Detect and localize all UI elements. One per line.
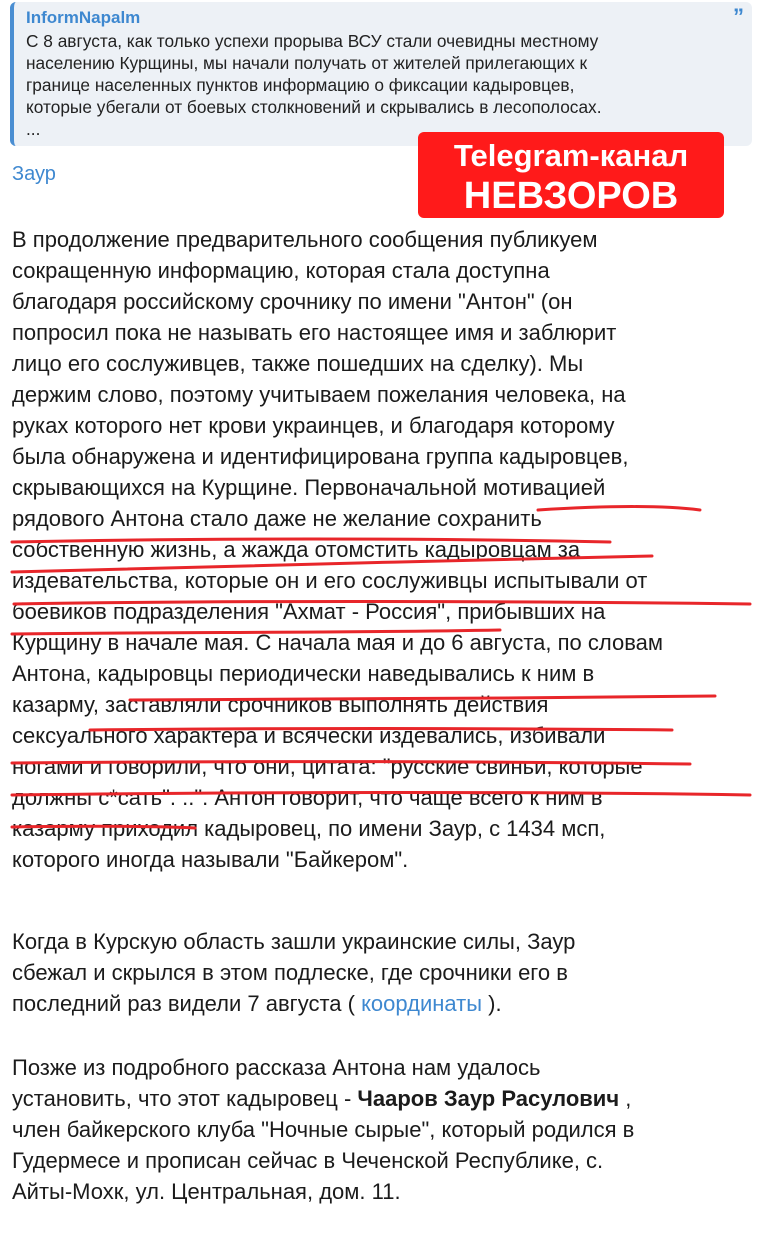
paragraph-1 (12, 224, 760, 875)
paragraph-line: Позже из подробного рассказа Антона нам удалось (12, 1055, 541, 1080)
paragraph-line: боевиков подразделения "Ахмат - Россия", прибывших на (12, 599, 606, 624)
paragraph-line: собственную жизнь, а жажда отомстить кадыровцам за (12, 537, 581, 562)
author-link[interactable]: Заур (12, 163, 56, 185)
paragraph-line: скрывающихся на Курщине. Первоначальной мотивацией (12, 475, 606, 500)
paragraph-3 (12, 1052, 760, 1207)
paragraph-line: Гудермесе и прописан сейчас в Чеченской Республике, с. (12, 1148, 604, 1173)
paragraph-line: сокращенную информацию, которая стала доступна (12, 258, 550, 283)
paragraph-line: В продолжение предварительного сообщения публикуем (12, 227, 598, 252)
paragraph-line: благодаря российскому срочнику по имени "Антон" (он (12, 289, 573, 314)
quote-text (26, 30, 722, 140)
paragraph-line: Когда в Курскую область зашли украинские силы, Заур (12, 929, 576, 954)
paragraph-line: Антона, кадыровцы периодически наведывались к ним в (12, 661, 595, 686)
paragraph-2 (12, 926, 760, 1019)
quote-line: которые убегали от боевых столкновений и скрывались в лесополосах. (26, 97, 602, 117)
watermark-line-2: НЕВЗОРОВ (463, 175, 679, 217)
watermark-badge (418, 132, 724, 218)
text-fragment: установить, что этот кадыровец - (12, 1086, 358, 1111)
text-fragment: последний раз видели 7 августа ( (12, 991, 362, 1016)
quote-line: С 8 августа, как только успехи прорыва ВСУ стали очевидны местному (26, 31, 599, 51)
paragraph-line: сбежал и скрылся в этом подлеске, где срочники его в (12, 960, 568, 985)
paragraph-line (12, 988, 760, 1019)
paragraph-line: казарму, заставляли срочников выполнять действия (12, 692, 549, 717)
coordinates-link[interactable]: координаты (361, 991, 483, 1016)
paragraph-line: сексуального характера и всячески издевались, избивали (12, 723, 606, 748)
paragraph-line: должны с*сать". ..". Антон говорит, что чаще всего к ним в (12, 785, 603, 810)
paragraph-line: держим слово, поэтому учитываем пожелания человека, на (12, 382, 626, 407)
paragraph-line (12, 1083, 760, 1114)
paragraph-line: попросил пока не называть его настоящее имя и заблюрит (12, 320, 617, 345)
forwarded-quote[interactable] (10, 2, 752, 146)
paragraph-line: Айты-Мохк, ул. Центральная, дом. 11. (12, 1179, 401, 1204)
paragraph-line: ногами и говорили, что они, цитата: "русские свиньи, которые (12, 754, 643, 779)
quote-icon: ” (733, 4, 744, 29)
paragraph-line: рядового Антона стало даже не желание сохранить (12, 506, 542, 531)
paragraph-line: казарму приходил кадыровец, по имени Заур, с 1434 мсп, (12, 816, 606, 841)
watermark-line-1: Telegram-канал (453, 138, 689, 173)
paragraph-line: лицо его сослуживцев, также пошедших на сделку). Мы (12, 351, 584, 376)
paragraph-line: издевательства, которые он и его сослуживцы испытывали от (12, 568, 648, 593)
quote-line: населению Курщины, мы начали получать от жителей прилегающих к (26, 53, 588, 73)
paragraph-line: Курщину в начале мая. С начала мая и до 6 августа, по словам (12, 630, 664, 655)
paragraph-line: руках которого нет крови украинцев, и благодаря которому (12, 413, 615, 438)
text-fragment: , (619, 1086, 632, 1111)
quote-author[interactable]: InformNapalm (26, 8, 141, 27)
text-fragment: ). (482, 991, 502, 1016)
paragraph-line: которого иногда называли "Байкером". (12, 847, 409, 872)
paragraph-line: член байкерского клуба "Ночные сырые", который родился в (12, 1117, 635, 1142)
person-name: Чааров Заур Расулович (357, 1086, 620, 1111)
quote-line: ... (26, 119, 41, 139)
quote-line: границе населенных пунктов информацию о фиксации кадыровцев, (26, 75, 575, 95)
paragraph-line: была обнаружена и идентифицирована группа кадыровцев, (12, 444, 629, 469)
